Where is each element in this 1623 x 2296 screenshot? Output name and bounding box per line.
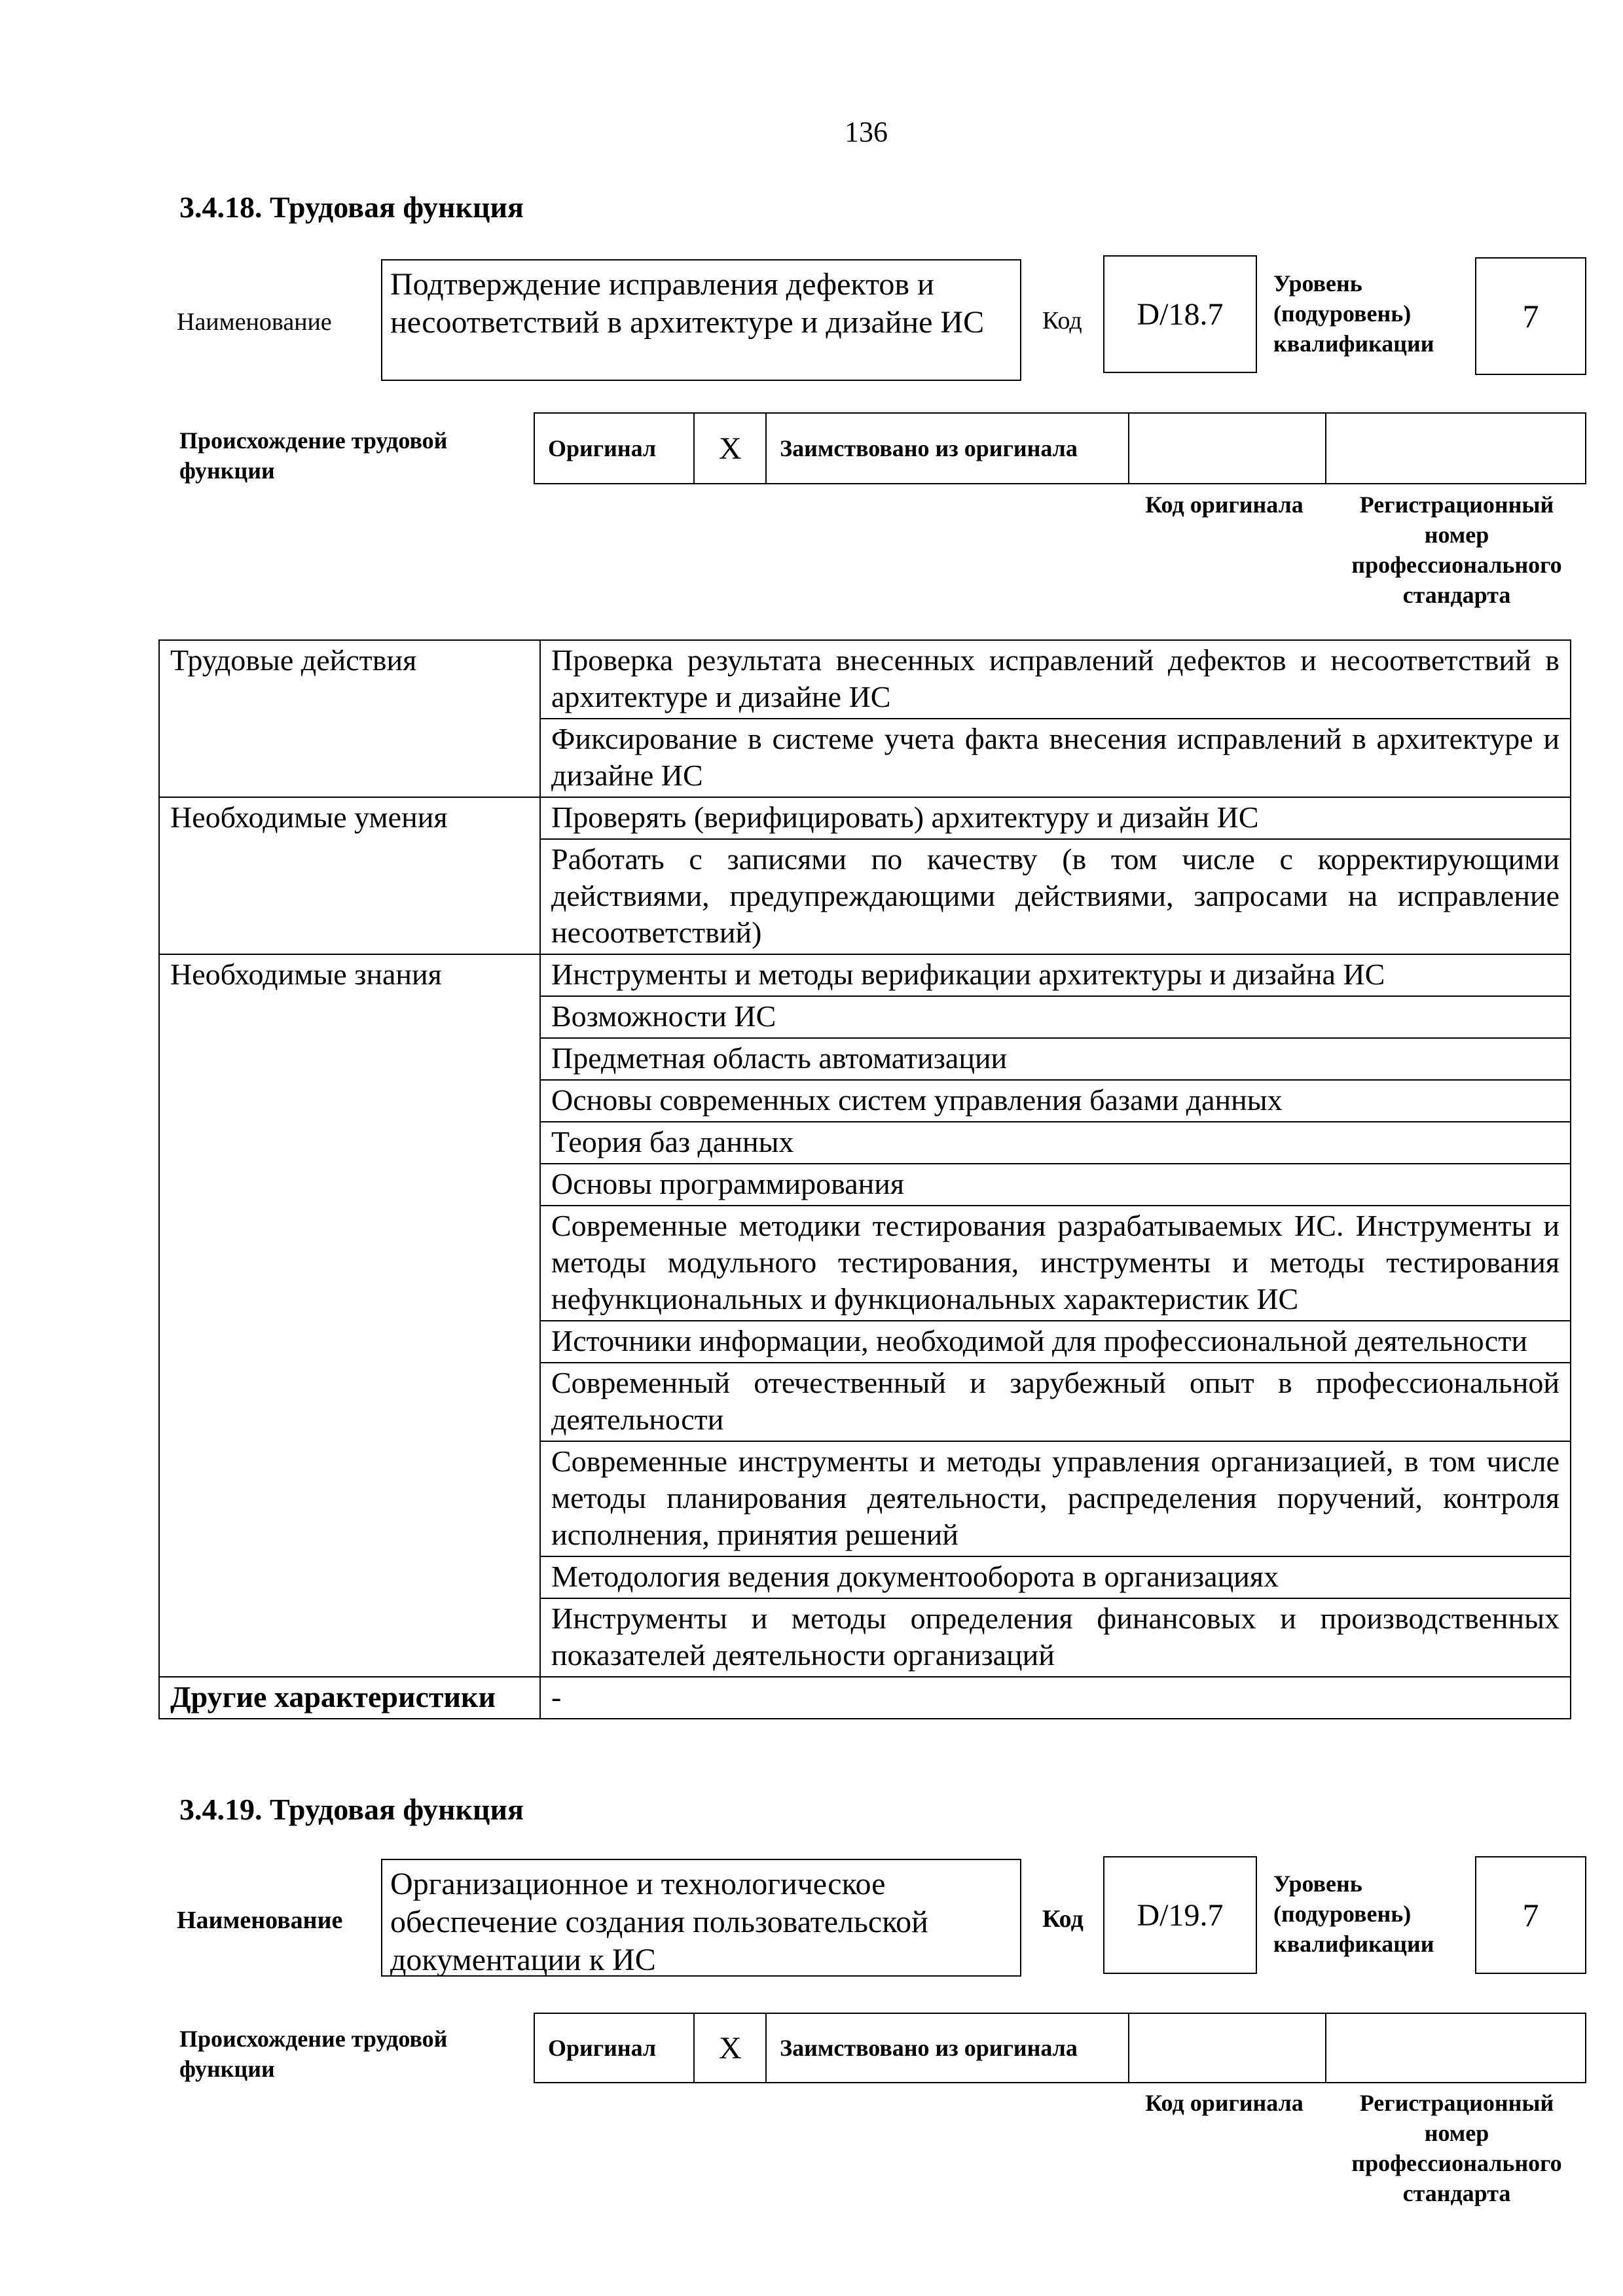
code-label: Код: [1042, 307, 1082, 334]
table-cell: Современный отечественный и зарубежный опыт в профессиональной деятельности: [540, 1363, 1571, 1441]
function-name-box: [381, 259, 1021, 381]
table-cell: Методология ведения документооборота в организациях: [540, 1556, 1571, 1598]
function-name-box: [381, 1859, 1021, 1977]
table-cell: Проверять (верифицировать) архитектуру и дизайн ИС: [540, 797, 1571, 839]
section-title-3-4-19: 3.4.19. Трудовая функция: [179, 1793, 524, 1826]
code-box: [1103, 255, 1257, 373]
table-row: [159, 640, 1571, 719]
origin-label: Происхождение трудовой функции: [179, 2026, 448, 2082]
code-box: [1103, 1856, 1257, 1974]
level-label: Уровень (подуровень) квалификации: [1273, 270, 1434, 357]
table-cell: Инструменты и методы определения финансовых и производственных показателей деятельности организаций: [540, 1598, 1571, 1677]
orig-code-cell: [1129, 414, 1326, 483]
borrowed-label: Заимствовано из оригинала: [767, 414, 1129, 483]
name-label: Наименование: [177, 308, 332, 336]
borrowed-label: Заимствовано из оригинала: [767, 2014, 1129, 2082]
table-cell: Возможности ИС: [540, 996, 1571, 1038]
row-label: Другие характеристики: [159, 1677, 540, 1719]
original-mark: X: [695, 414, 767, 483]
function-name: Организационное и технологическое обеспечение создания пользовательской документации к ИС: [390, 1867, 928, 1977]
table-cell: Основы современных систем управления базами данных: [540, 1080, 1571, 1122]
table-cell: Источники информации, необходимой для профессиональной деятельности: [540, 1321, 1571, 1363]
code-label: Код: [1042, 1905, 1084, 1933]
table-cell: -: [540, 1677, 1571, 1719]
row-label: Необходимые знания: [159, 954, 540, 1677]
origin-row: [534, 412, 1586, 484]
original-label: Оригинал: [535, 2014, 695, 2082]
level-box: [1475, 1856, 1586, 1974]
table-cell: Основы программирования: [540, 1164, 1571, 1206]
table-cell: Фиксирование в системе учета факта внесения исправлений в архитектуре и дизайне ИС: [540, 719, 1571, 797]
code-value: D/19.7: [1137, 1897, 1224, 1933]
orig-code-cell: [1129, 2014, 1326, 2082]
function-table: [158, 639, 1571, 1719]
row-label: Необходимые умения: [159, 797, 540, 954]
table-cell: Работать с записями по качеству (в том числе с корректирующими действиями, предупреждающими действиями, запросами на исправление несоответствий): [540, 839, 1571, 954]
page-number: 136: [845, 116, 888, 148]
origin-row: [534, 2013, 1586, 2083]
table-row: [159, 797, 1571, 839]
section-title-3-4-18: 3.4.18. Трудовая функция: [179, 190, 524, 224]
code-value: D/18.7: [1137, 296, 1224, 332]
table-row: [159, 954, 1571, 996]
reg-number-cell: [1326, 414, 1585, 483]
reg-number-cell: [1326, 2014, 1585, 2082]
table-row: [159, 1677, 1571, 1719]
function-name: Подтверждение исправления дефектов и несоответствий в архитектуре и дизайне ИС: [390, 267, 985, 340]
name-label: Наименование: [177, 1907, 343, 1934]
level-label: Уровень (подуровень) квалификации: [1273, 1871, 1434, 1957]
reg-number-caption: Регистрационный номер профессионального стандарта: [1351, 492, 1562, 608]
table-cell: Теория баз данных: [540, 1122, 1571, 1164]
table-cell: Современные методики тестирования разрабатываемых ИС. Инструменты и методы модульного тестирования, инструменты и методы тестирования нефункциональных и функциональных характеристик ИС: [540, 1206, 1571, 1321]
level-value: 7: [1522, 298, 1539, 334]
original-label: Оригинал: [535, 414, 695, 483]
orig-code-caption: Код оригинала: [1145, 492, 1304, 518]
row-label: Трудовые действия: [159, 640, 540, 797]
orig-code-caption: Код оригинала: [1145, 2090, 1304, 2116]
table-cell: Проверка результата внесенных исправлений дефектов и несоответствий в архитектуре и дизайне ИС: [540, 640, 1571, 719]
table-cell: Современные инструменты и методы управления организацией, в том числе методы планирования деятельности, распределения поручений, контроля исполнения, принятия решений: [540, 1441, 1571, 1556]
origin-label: Происхождение трудовой функции: [179, 427, 448, 484]
level-value: 7: [1522, 1897, 1539, 1933]
original-mark: X: [695, 2014, 767, 2082]
reg-number-caption: Регистрационный номер профессионального стандарта: [1351, 2090, 1562, 2206]
table-cell: Предметная область автоматизации: [540, 1038, 1571, 1080]
table-cell: Инструменты и методы верификации архитектуры и дизайна ИС: [540, 954, 1571, 996]
level-box: [1475, 257, 1586, 375]
